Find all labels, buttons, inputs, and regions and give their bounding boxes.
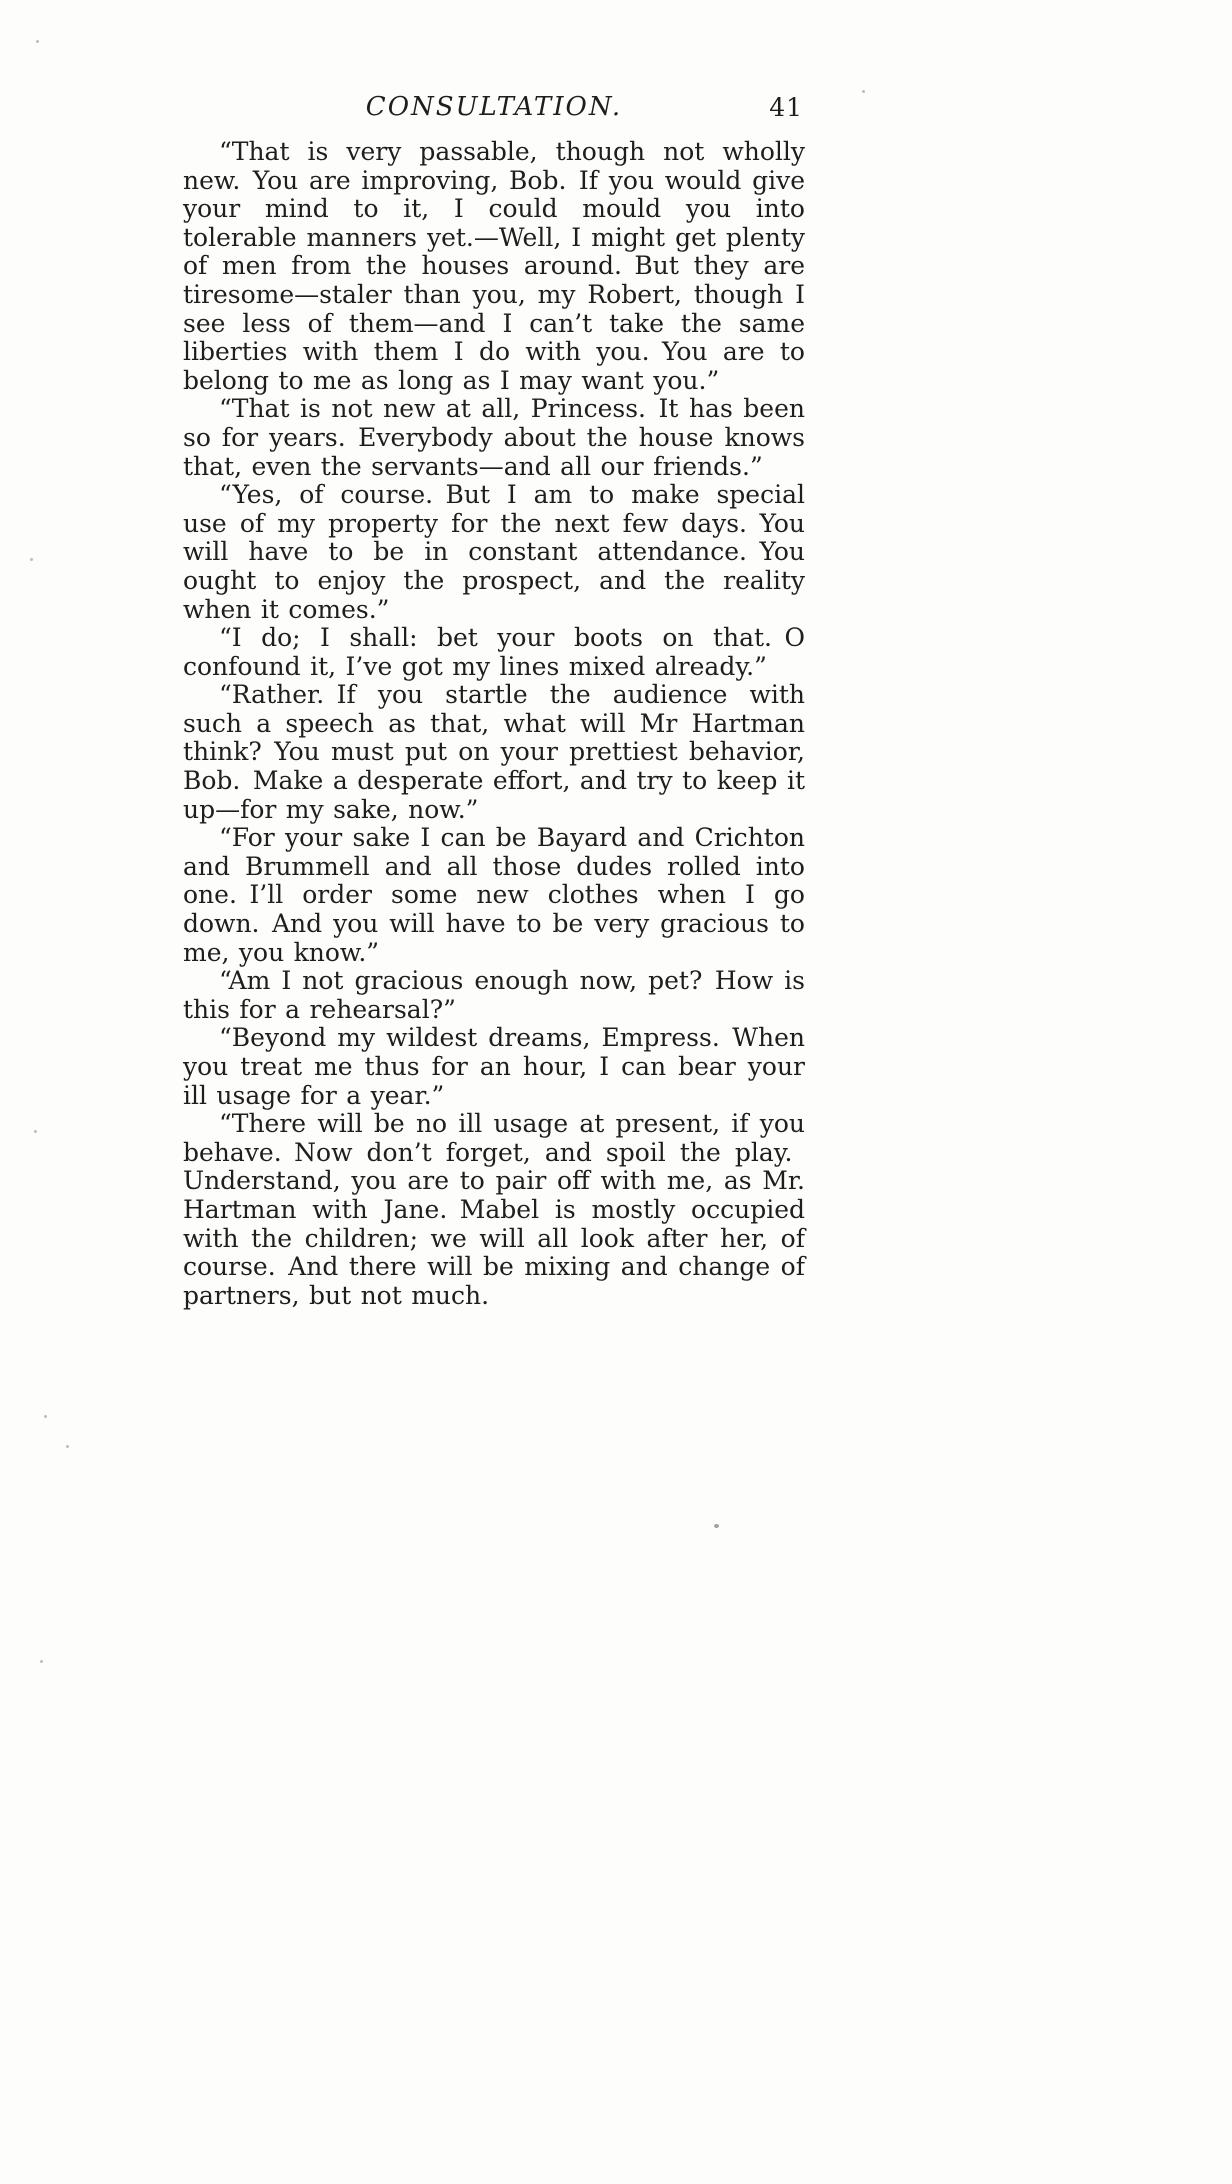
running-head: [183, 92, 805, 128]
text-block: [183, 92, 805, 1310]
scan-speck: [66, 1445, 69, 1448]
paragraph: “I do; I shall: bet your boots on that. O confound it, I’ve got my lines mixed already.”: [183, 623, 805, 681]
body-text: [183, 138, 805, 1310]
scan-speck: [44, 1415, 47, 1418]
paragraph: “There will be no ill usage at present, if you behave. Now don’t forget, and spoil the play. Understand, you are to pair off with me, as Mr. Hartman with Jane. Mabel is mostly occupied with the children; we will all look after her, of course. And there will be mixing and change of partners, but not much.: [183, 1109, 805, 1310]
paragraph: “Beyond my wildest dreams, Empress. When you treat me thus for an hour, I can bear your ill usage for a year.”: [183, 1023, 805, 1110]
paragraph: “For your sake I can be Bayard and Crichton and Brummell and all those dudes rolled into one. I’ll order some new clothes when I go down. And you will have to be very gracious to me, you know.”: [183, 823, 805, 967]
paragraph: “Yes, of course. But I am to make special use of my property for the next few days. You will have to be in constant attendance. You ought to enjoy the prospect, and the reality when it comes.”: [183, 480, 805, 624]
paragraph: “Rather. If you startle the audience with such a speech as that, what will Mr Hartman think? You must put on your prettiest behavior, Bob. Make a desperate effort, and try to keep it up—for my sake, now.”: [183, 680, 805, 824]
page-title: CONSULTATION.: [365, 92, 623, 122]
scan-speck: [30, 558, 33, 561]
scan-speck: [34, 1130, 37, 1133]
scan-speck: [862, 90, 865, 93]
page-number: 41: [769, 93, 803, 122]
scan-speck: [714, 1524, 719, 1528]
paragraph: “That is not new at all, Princess. It has been so for years. Everybody about the house knows that, even the servants—and all our friends.”: [183, 394, 805, 481]
paragraph: “Am I not gracious enough now, pet? How is this for a rehearsal?”: [183, 966, 805, 1024]
paragraph: “That is very passable, though not wholly new. You are improving, Bob. If you would give your mind to it, I could mould you into tolerable manners yet.—Well, I might get plenty of men from the houses around. But they are tiresome—staler than you, my Robert, though I see less of them—and I can’t take the same liberties with them I do with you. You are to belong to me as long as I may want you.”: [183, 137, 805, 395]
scan-speck: [36, 40, 39, 43]
scan-speck: [40, 1660, 43, 1663]
